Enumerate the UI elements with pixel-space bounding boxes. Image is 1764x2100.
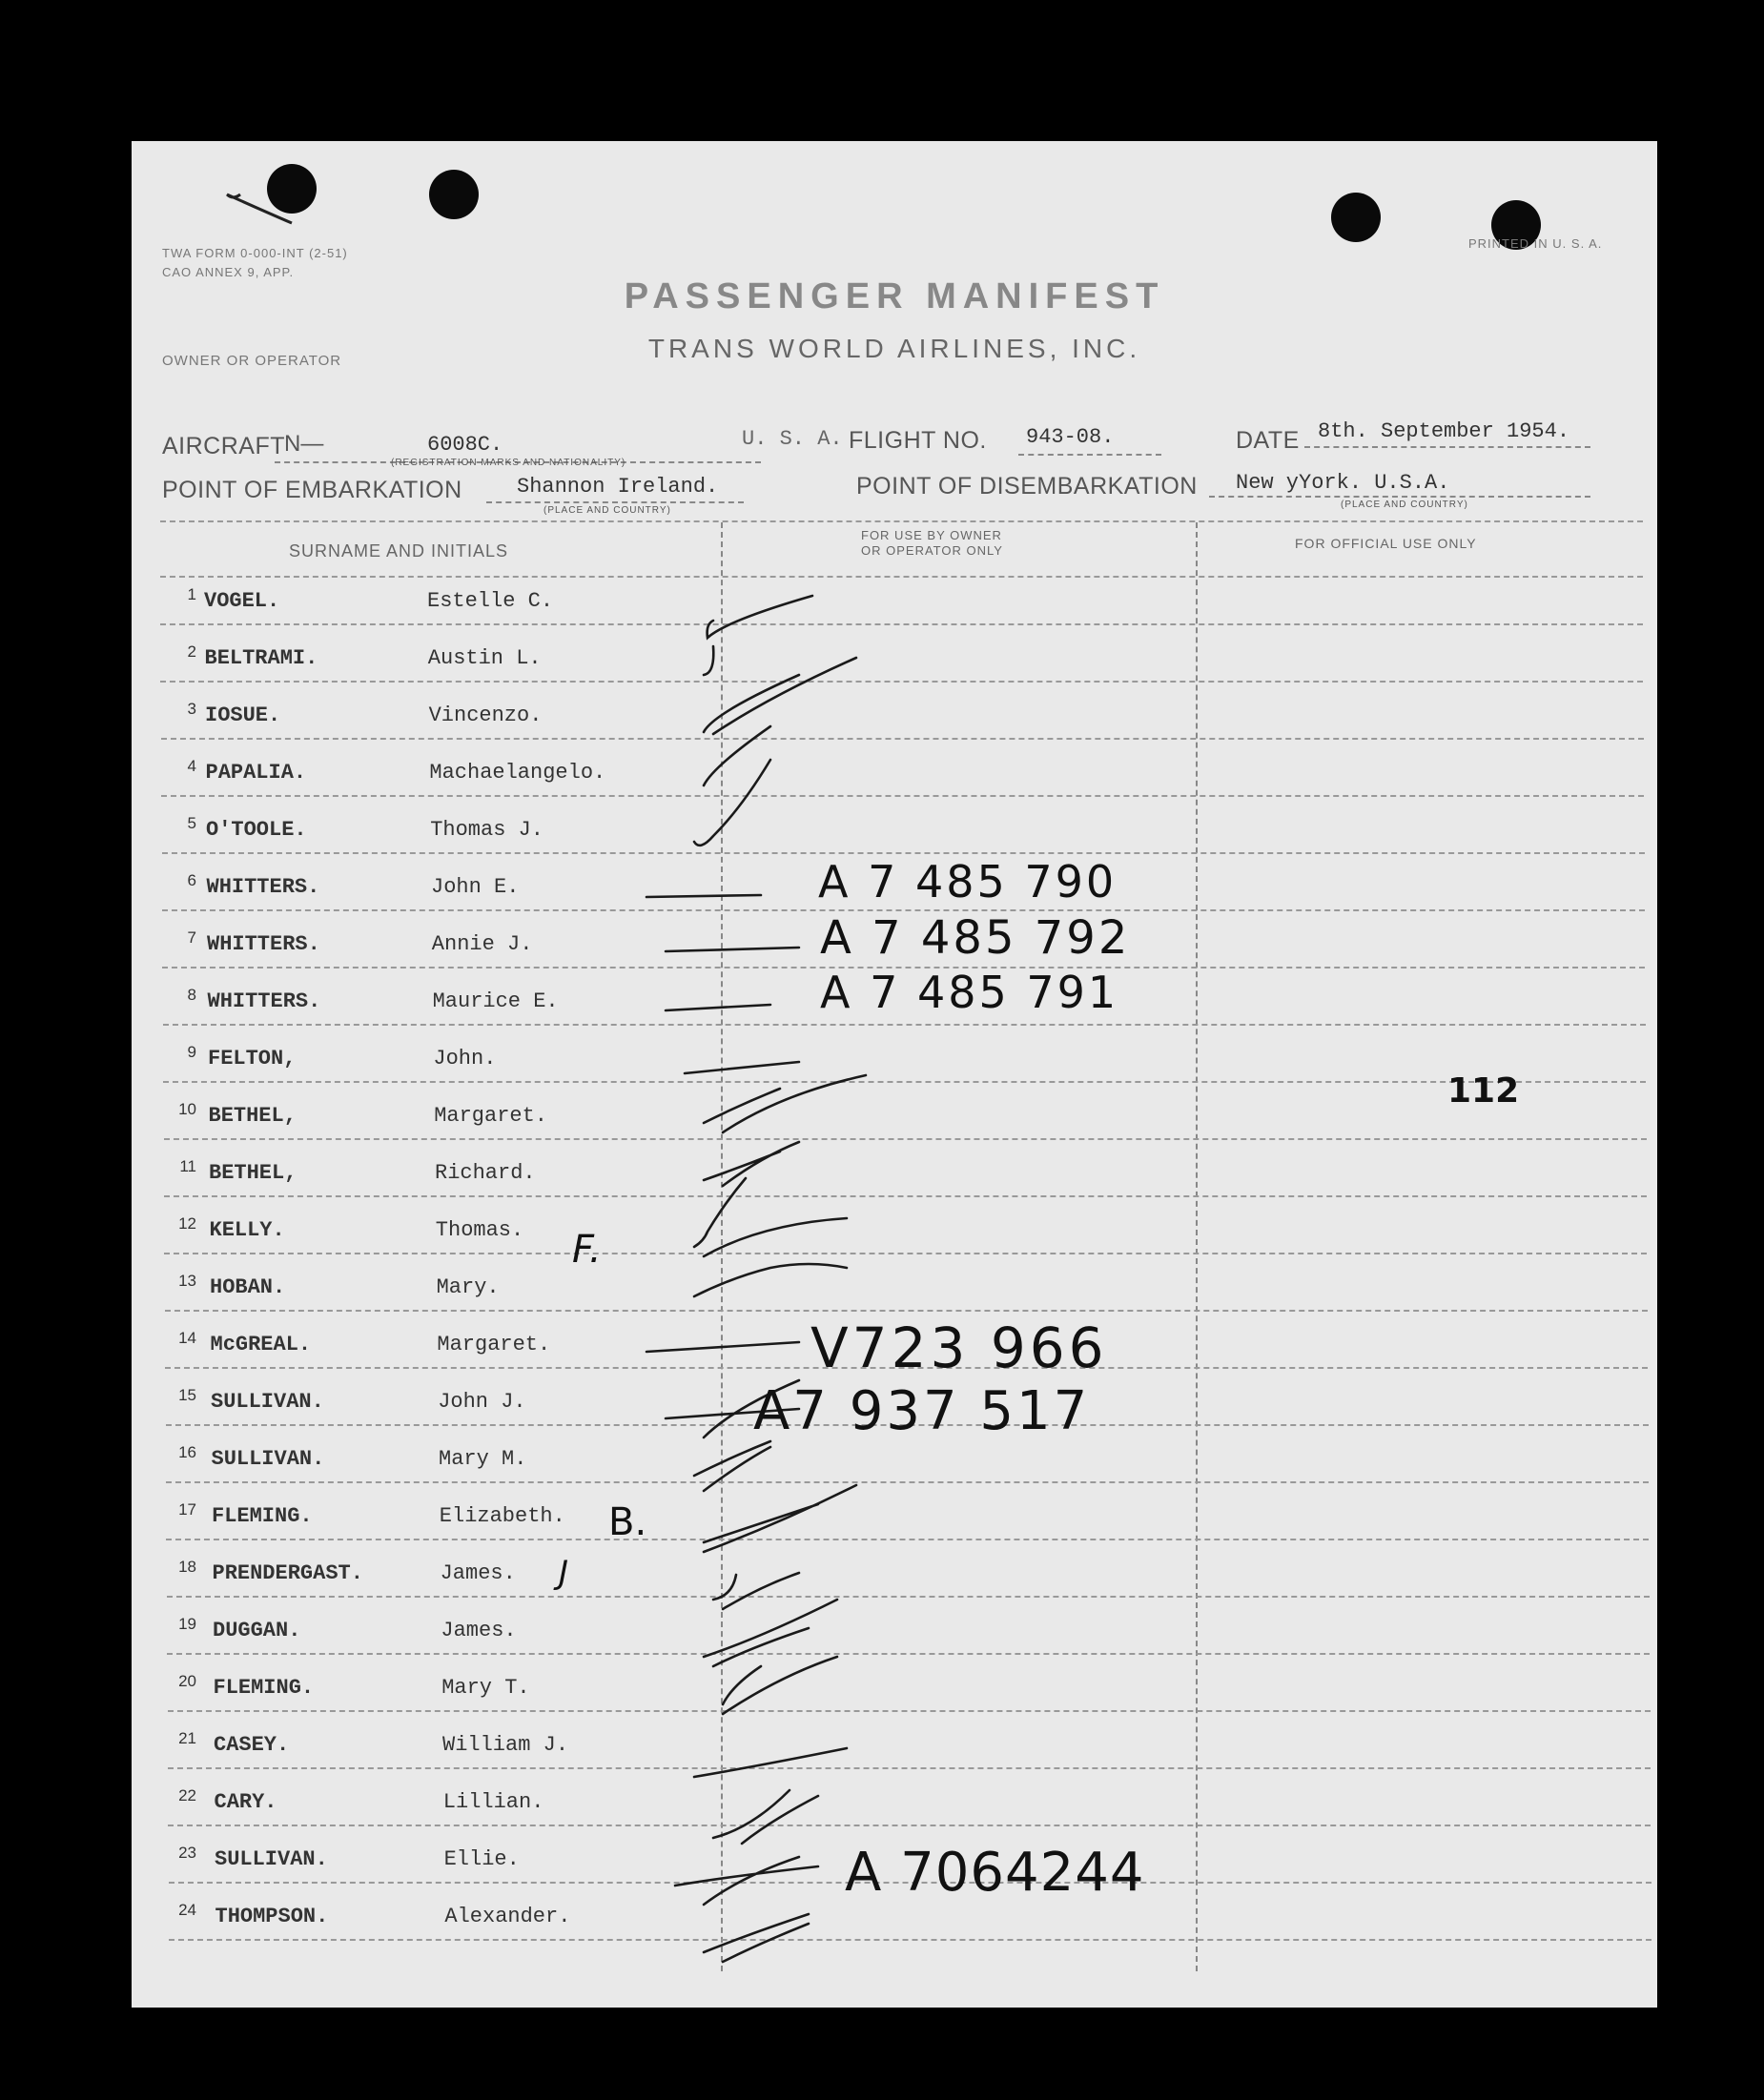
passenger-given-name: Mary.: [436, 1275, 500, 1299]
row-number: 10: [178, 1100, 196, 1118]
page-title: PASSENGER MANIFEST: [624, 276, 1165, 316]
row-number: 24: [178, 1901, 196, 1919]
checkmark-stroke: [666, 948, 799, 951]
date-label: DATE: [1236, 427, 1300, 454]
passenger-given-name: Elizabeth.: [439, 1504, 565, 1528]
checkmark-stroke: [704, 1914, 809, 1962]
passenger-surname: VOGEL.: [204, 589, 280, 613]
passenger-given-name: Maurice E.: [432, 989, 559, 1013]
row-number: 13: [178, 1272, 196, 1290]
passenger-given-name: Mary M.: [439, 1447, 527, 1471]
row-number: 19: [178, 1615, 196, 1633]
passenger-given-name: James.: [441, 1619, 517, 1642]
passenger-surname: WHITTERS.: [207, 932, 320, 956]
row-number: 17: [178, 1500, 196, 1519]
passenger-surname: SULLIVAN.: [211, 1390, 324, 1414]
passenger-given-name: Austin L.: [427, 646, 542, 670]
row-number: 12: [178, 1214, 196, 1233]
checkmark-stroke: [694, 760, 770, 846]
row-number: 22: [178, 1786, 196, 1804]
checkmark-stroke: [646, 1342, 799, 1352]
embarkation-caption: (PLACE AND COUNTRY): [544, 505, 671, 516]
passenger-surname: THOMPSON.: [215, 1905, 329, 1928]
passenger-surname: CASEY.: [214, 1733, 290, 1757]
checkmark-stroke: [704, 658, 856, 734]
passenger-surname: BETHEL,: [208, 1104, 297, 1128]
passenger-surname: BELTRAMI.: [204, 646, 318, 670]
row-number: 20: [178, 1672, 196, 1690]
checkmark-stroke: [666, 1005, 770, 1010]
passenger-given-name: Alexander.: [444, 1905, 571, 1928]
passenger-given-name: Richard.: [435, 1161, 536, 1185]
checkmark-stroke: [704, 1142, 799, 1186]
embarkation-label: POINT OF EMBARKATION: [162, 477, 462, 503]
passenger-surname: SULLIVAN.: [211, 1447, 325, 1471]
disembarkation-value: New yYork. U.S.A.: [1236, 471, 1450, 495]
aircraft-nationality: U. S. A.: [742, 427, 843, 451]
passenger-surname: FELTON,: [208, 1047, 297, 1070]
manifest-sheet: [132, 141, 1657, 2008]
checkmark-stroke: [694, 1178, 847, 1256]
row-number: 23: [178, 1844, 196, 1862]
passenger-given-name: Thomas.: [435, 1218, 524, 1242]
pen-flourish: [227, 194, 292, 223]
col-owner-use-2: OR OPERATOR ONLY: [861, 543, 1003, 558]
handwritten-marks: [132, 141, 1657, 2008]
checkmark-stroke: [723, 1657, 837, 1714]
checkmark-stroke: [704, 646, 713, 675]
checkmark-stroke: [713, 1573, 799, 1609]
aircraft-caption: (REGISTRATION MARKS AND NATIONALITY): [391, 458, 626, 468]
passenger-given-name: John.: [433, 1047, 497, 1070]
passenger-surname: PRENDERGAST.: [212, 1561, 363, 1585]
passenger-surname: IOSUE.: [205, 703, 281, 727]
passenger-given-name: John E.: [431, 875, 520, 899]
aircraft-label: AIRCRAFT: [162, 433, 285, 459]
col-official-use: FOR OFFICIAL USE ONLY: [1295, 536, 1477, 551]
owner-operator-label: OWNER OR OPERATOR: [162, 353, 342, 369]
passenger-surname: SULLIVAN.: [215, 1847, 328, 1871]
cao-annex: CAO ANNEX 9, APP.: [162, 265, 295, 279]
row-number: 16: [178, 1443, 196, 1461]
passenger-given-name: Vincenzo.: [428, 703, 543, 727]
row-number: 8: [187, 986, 196, 1004]
row-number: 2: [187, 642, 196, 661]
row-number: 18: [178, 1558, 196, 1576]
passenger-given-name: Ellie.: [443, 1847, 520, 1871]
passenger-surname: PAPALIA.: [205, 761, 307, 785]
row-number: 7: [187, 928, 196, 947]
passenger-given-name: William J.: [442, 1733, 569, 1757]
passenger-surname: McGREAL.: [210, 1333, 312, 1356]
handwritten-passport-row14: V723 966: [810, 1315, 1108, 1380]
checkmark-stroke: [694, 1264, 847, 1296]
passenger-surname: CARY.: [214, 1790, 277, 1814]
disembarkation-label: POINT OF DISEMBARKATION: [856, 473, 1198, 500]
passenger-surname: WHITTERS.: [206, 875, 320, 899]
row-number: 15: [178, 1386, 196, 1404]
date-value: 8th. September 1954.: [1318, 419, 1570, 443]
handwritten-passport-row23: A 7064244: [845, 1842, 1145, 1904]
passenger-surname: KELLY.: [209, 1218, 285, 1242]
passenger-surname: HOBAN.: [210, 1275, 286, 1299]
col-surname: SURNAME AND INITIALS: [289, 541, 509, 561]
checkmark-stroke: [694, 1441, 770, 1491]
row-number: 9: [187, 1043, 196, 1061]
passenger-given-name: Margaret.: [437, 1333, 551, 1356]
passenger-given-name: Machaelangelo.: [429, 761, 606, 785]
row-number: 14: [178, 1329, 196, 1347]
row-number: 11: [179, 1157, 196, 1175]
checkmark-stroke: [646, 895, 761, 897]
row-number: 1: [187, 585, 196, 603]
disembarkation-caption: (PLACE AND COUNTRY): [1341, 500, 1468, 510]
embarkation-value: Shannon Ireland.: [517, 475, 719, 499]
checkmark-stroke: [685, 1062, 799, 1073]
form-code: TWA FORM 0-000-INT (2-51): [162, 246, 348, 260]
handwritten-initial-row17: B.: [608, 1500, 647, 1544]
handwritten-initial-row18: J: [559, 1554, 569, 1592]
row-number: 5: [187, 814, 196, 832]
passenger-given-name: Annie J.: [431, 932, 533, 956]
passenger-given-name: Lillian.: [442, 1790, 544, 1814]
official-use-stamp: 112: [1447, 1071, 1520, 1111]
checkmark-stroke: [713, 1790, 818, 1844]
row-number: 6: [187, 871, 196, 889]
passenger-given-name: Thomas J.: [430, 818, 544, 842]
flight-label: FLIGHT NO.: [849, 427, 987, 454]
passenger-surname: FLEMING.: [213, 1676, 315, 1700]
checkmark-stroke: [704, 1485, 856, 1552]
handwritten-passport-row7: A 7 485 792: [820, 911, 1131, 965]
flight-number: 943-08.: [1026, 425, 1115, 449]
passenger-surname: DUGGAN.: [213, 1619, 301, 1642]
checkmark-stroke: [704, 1075, 866, 1132]
passenger-given-name: Estelle C.: [427, 589, 554, 613]
passenger-surname: BETHEL,: [209, 1161, 297, 1185]
handwritten-passport-row6: A 7 485 790: [818, 856, 1118, 907]
passenger-given-name: Mary T.: [441, 1676, 530, 1700]
handwritten-passport-row8: A 7 485 791: [820, 967, 1119, 1018]
aircraft-prefix: N—: [284, 431, 324, 457]
passenger-given-name: Margaret.: [434, 1104, 548, 1128]
passenger-surname: FLEMING.: [212, 1504, 313, 1528]
checkmark-stroke: [708, 596, 812, 638]
checkmark-stroke: [694, 1748, 847, 1777]
printed-in: PRINTED IN U. S. A.: [1468, 236, 1603, 251]
handwritten-passport-row15: A7 937 517: [753, 1380, 1091, 1442]
passenger-given-name: John J.: [438, 1390, 526, 1414]
row-number: 3: [187, 700, 196, 718]
col-owner-use-1: FOR USE BY OWNER: [861, 528, 1002, 542]
handwritten-initial-row12: F.: [572, 1228, 602, 1272]
passenger-surname: WHITTERS.: [207, 989, 321, 1013]
checkmark-stroke: [675, 1857, 818, 1905]
row-number: 4: [187, 757, 196, 775]
row-number: 21: [178, 1729, 196, 1747]
airline-name: TRANS WORLD AIRLINES, INC.: [647, 334, 1141, 363]
passenger-given-name: James.: [440, 1561, 516, 1585]
aircraft-number: 6008C.: [427, 433, 503, 457]
passenger-surname: O'TOOLE.: [206, 818, 307, 842]
